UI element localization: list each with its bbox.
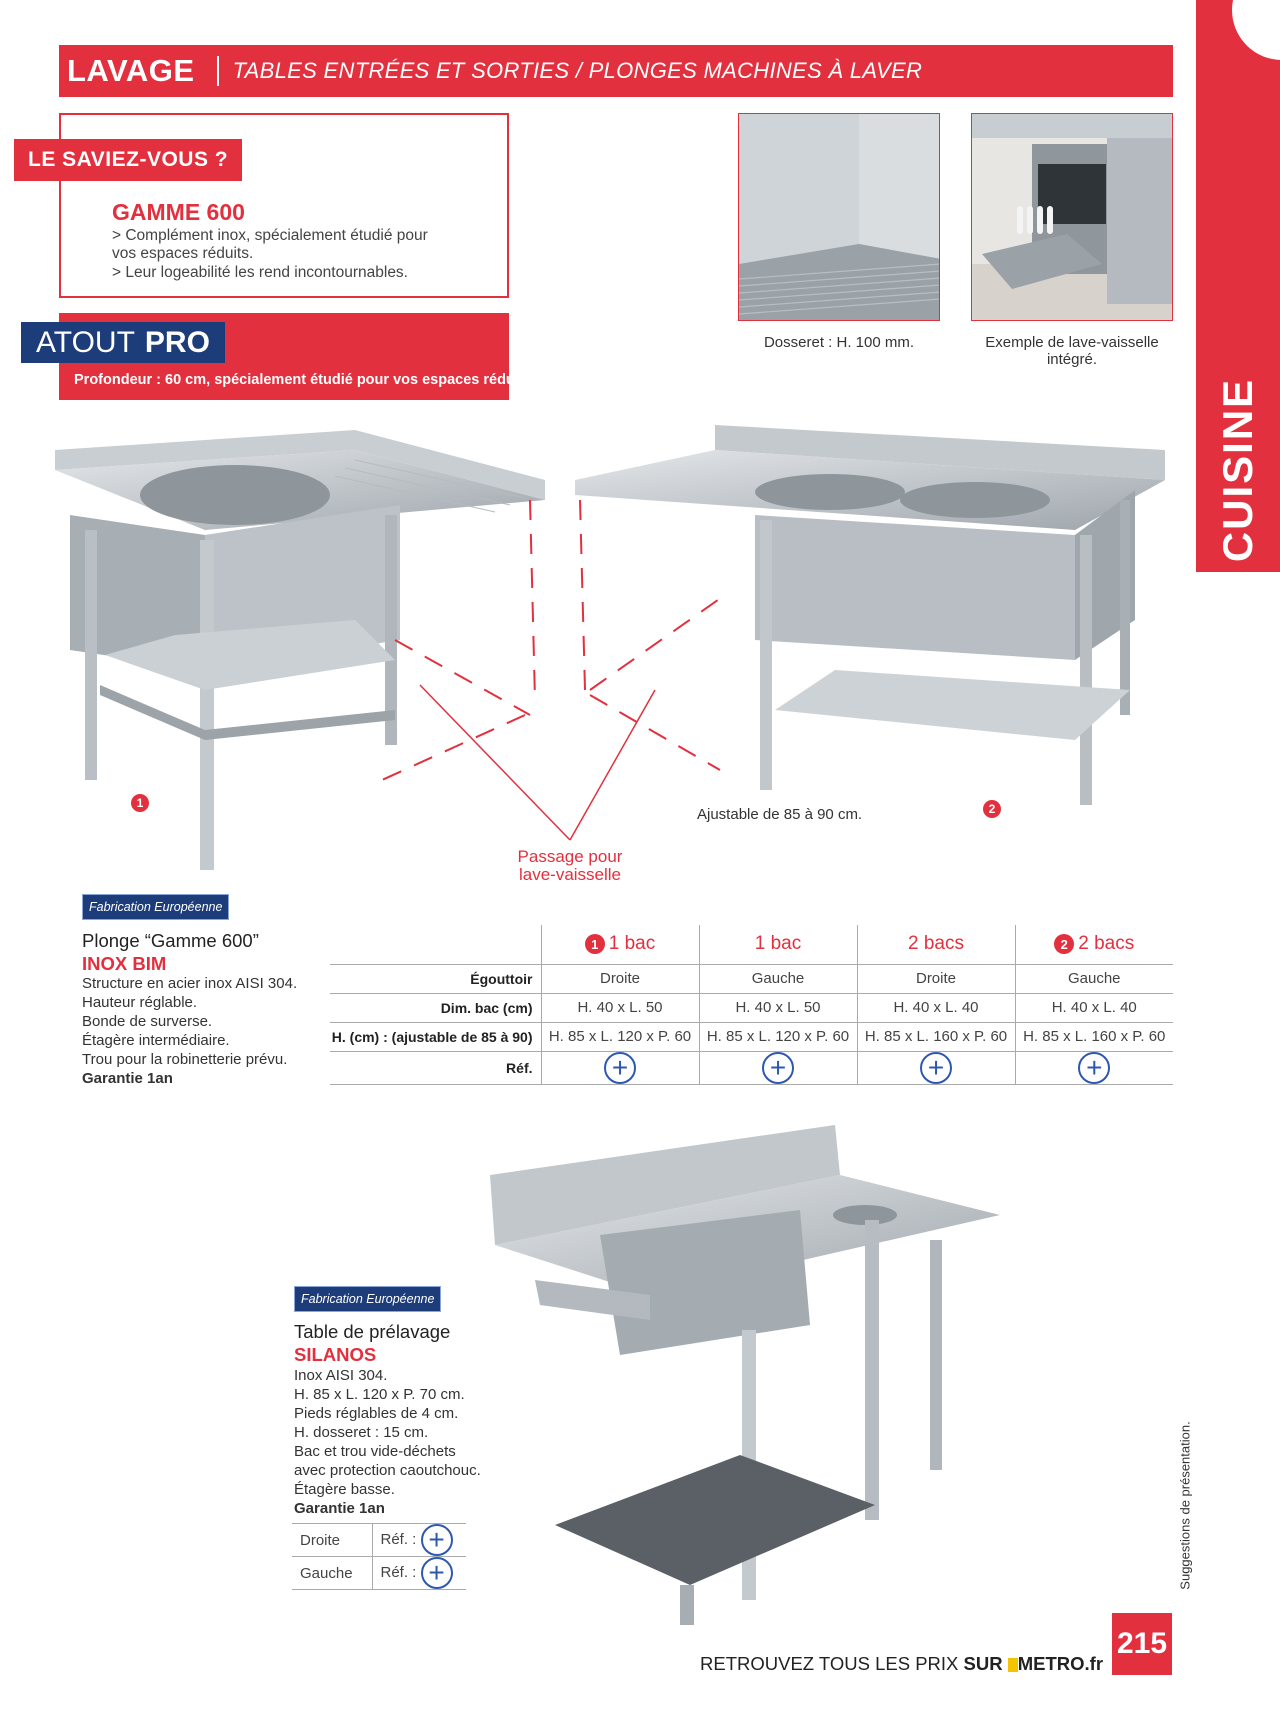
- badge-two: 2: [983, 800, 1001, 818]
- spec-table-header: [330, 925, 1173, 964]
- spec-header-cell: 1 bac: [699, 925, 857, 964]
- dosseret-photo: [738, 113, 940, 321]
- badge-one: 1: [131, 794, 149, 812]
- product-spec-line: Structure en acier inox AISI 304.: [82, 975, 298, 992]
- product-warranty: Garantie 1an: [82, 1070, 173, 1087]
- reference-plus-button[interactable]: +: [920, 1052, 952, 1084]
- product-brand: INOX BIM: [82, 953, 167, 974]
- reference-label: Réf. :: [380, 1563, 417, 1581]
- product-spec-line: Inox AISI 304.: [294, 1367, 388, 1384]
- footer-price-notice: RETROUVEZ TOUS LES PRIX SUR METRO.fr: [700, 1653, 1104, 1674]
- section-subtitle: TABLES ENTRÉES ET SORTIES / PLONGES MACHINES À LAVER: [232, 58, 923, 83]
- spec-row-bowl-size: Dim. bac (cm) H. 40 x L. 50 H. 40 x L. 50 H. 40 x L. 40 H. 40 x L. 40: [330, 993, 1173, 1022]
- product-brand: SILANOS: [294, 1344, 377, 1365]
- reference-plus-button[interactable]: +: [604, 1052, 636, 1084]
- product-spec-line: Étagère intermédiaire.: [82, 1032, 230, 1049]
- spec-header-empty: [330, 925, 541, 964]
- product-spec-line: Bonde de surverse.: [82, 1013, 213, 1030]
- plonge-spec-table: [330, 925, 1173, 1085]
- section-header: [59, 45, 1173, 97]
- product-spec-line: Hauteur réglable.: [82, 994, 198, 1011]
- product-spec-line: Bac et trou vide-déchets: [294, 1443, 456, 1460]
- presentation-note: Suggestions de présentation.: [1177, 1420, 1193, 1590]
- header-number-badge: 1: [585, 934, 605, 954]
- adjustable-note: Ajustable de 85 à 90 cm.: [697, 806, 863, 823]
- product-warranty: Garantie 1an: [294, 1500, 385, 1517]
- spec-row-reference: Réf. + + + +: [330, 1051, 1173, 1084]
- atout-pro-description: Profondeur : 60 cm, spécialement étudié pour vos espaces réduits: [74, 372, 532, 388]
- atout-pro-label: ATOUT PRO: [21, 322, 225, 363]
- product-name: Table de prélavage: [294, 1321, 451, 1342]
- product-spec-line: Étagère basse.: [294, 1481, 395, 1498]
- european-manufacturing-badge: Fabrication Européenne: [294, 1286, 441, 1312]
- product-spec-line: Trou pour la robinetterie prévu.: [82, 1051, 288, 1068]
- metro-link[interactable]: METRO.fr: [1017, 1653, 1104, 1674]
- header-divider: [217, 56, 219, 86]
- product-name: Plonge “Gamme 600”: [82, 930, 259, 951]
- side-tab-label: CUISINE: [1214, 377, 1262, 563]
- did-you-know-label: LE SAVIEZ-VOUS ?: [14, 139, 242, 181]
- dishwasher-caption-line: Exemple de lave-vaisselle: [985, 334, 1159, 351]
- spec-row-dimensions: H. (cm) : (ajustable de 85 à 90) H. 85 x L. 120 x P. 60 H. 85 x L. 120 x P. 60 H. 85 x L. 160 x P. 60 H. 85 x L. 160 x P. 60: [330, 1022, 1173, 1051]
- range-title: GAMME 600: [112, 199, 245, 225]
- reference-label: Réf. :: [380, 1530, 417, 1548]
- dishwasher-caption-line: intégré.: [1046, 351, 1098, 368]
- info-line: > Leur logeabilité les rend incontournables.: [112, 264, 408, 281]
- spec-header-cell: 1 1 bac: [541, 925, 699, 964]
- reference-plus-button[interactable]: +: [762, 1052, 794, 1084]
- prewash-table-illustration: [480, 1120, 1010, 1640]
- product-spec-line: H. 85 x L. 120 x P. 70 cm.: [294, 1386, 465, 1403]
- spec-header-cell: 2 2 bacs: [1015, 925, 1173, 964]
- passage-label-line: lave-vaisselle: [518, 865, 622, 884]
- spec-header-cell: 2 bacs: [857, 925, 1015, 964]
- dishwasher-photo: [971, 113, 1173, 321]
- reference-plus-button[interactable]: +: [421, 1524, 453, 1556]
- product-spec-line: H. dosseret : 15 cm.: [294, 1424, 429, 1441]
- info-line: vos espaces réduits.: [112, 245, 254, 262]
- info-line: > Complément inox, spécialement étudié pour: [112, 227, 428, 244]
- passage-label-line: Passage pour: [517, 847, 623, 866]
- product-spec-line: Pieds réglables de 4 cm.: [294, 1405, 459, 1422]
- reference-row: Gauche Réf. : +: [292, 1557, 466, 1590]
- reference-plus-button[interactable]: +: [1078, 1052, 1110, 1084]
- reference-row: Droite Réf. : +: [292, 1524, 466, 1557]
- section-title: LAVAGE: [67, 53, 195, 88]
- spec-row-draining: Égouttoir Droite Gauche Droite Gauche: [330, 964, 1173, 993]
- reference-plus-button[interactable]: +: [421, 1557, 453, 1589]
- page-number: 215: [1112, 1613, 1172, 1675]
- dishwasher-passage-label: [500, 848, 640, 884]
- product-spec-line: avec protection caoutchouc.: [294, 1462, 481, 1479]
- metro-logo-mark: [1008, 1658, 1018, 1672]
- dosseret-caption: Dosseret : H. 100 mm.: [763, 334, 915, 351]
- european-manufacturing-badge: Fabrication Européenne: [82, 894, 229, 920]
- header-number-badge: 2: [1054, 934, 1074, 954]
- prewash-reference-table: [292, 1523, 466, 1590]
